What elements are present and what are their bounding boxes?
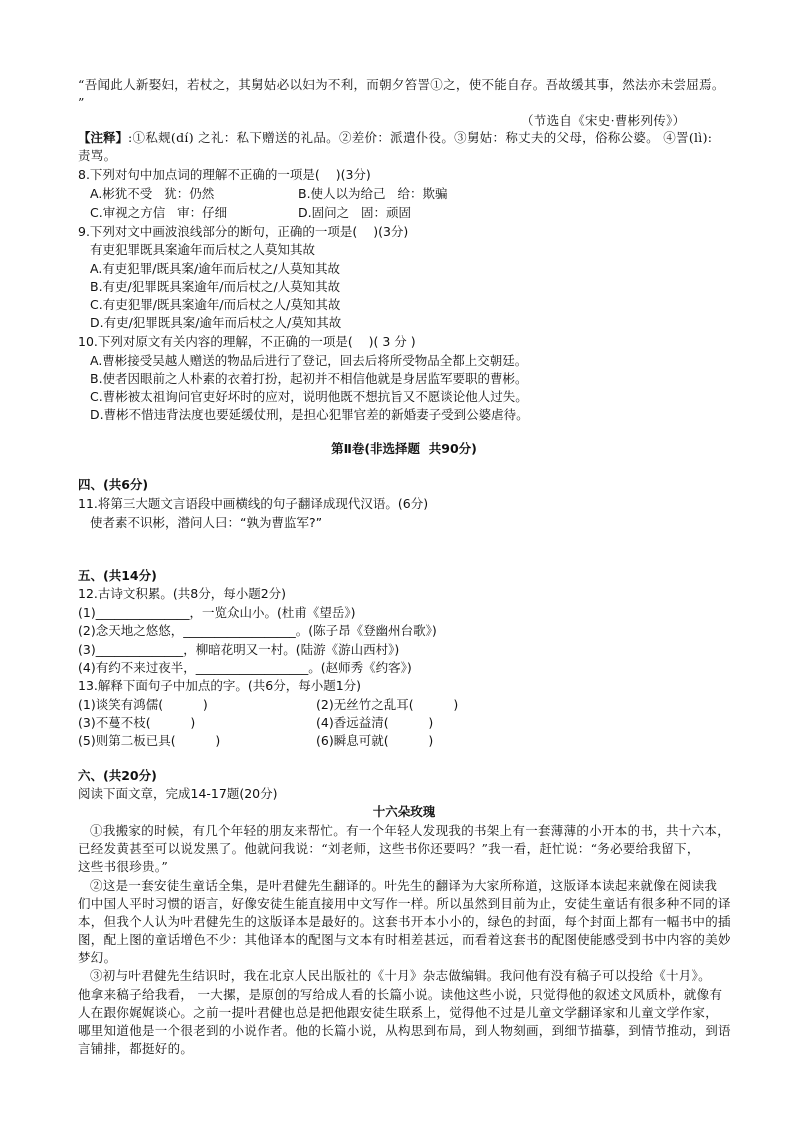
option-c: C.曹彬被太祖询问官吏好坏时的应对，说明他既不想抗旨又不愿谈论他人过失。 [90, 389, 528, 404]
article-line: 梦幻。 [78, 950, 117, 965]
explain-item: (4)香远益清( ) [316, 715, 434, 730]
option-a: A.曹彬接受吴越人赠送的物品后进行了登记，回去后将所受物品全都上交朝廷。 [90, 353, 528, 368]
question-stem: 11.将第三大题文言语段中画横线的句子翻译成现代汉语。(6分) [78, 496, 429, 511]
article-line: 这些书很珍贵。” [78, 859, 169, 874]
option-d: D.固问之 固：顽固 [298, 205, 412, 220]
option-b: B.使者因眼前之人朴素的衣着打扮，起初并不相信他就是身居监军要职的曹彬。 [90, 371, 528, 386]
explain-item: (5)则第二板已具( ) [78, 733, 221, 748]
question-stem: 9.下列对文中画波浪线部分的断句，正确的一项是( )(3分) [78, 224, 409, 239]
option-c: C.有吏犯罪/既具案逾年/而后杖之人/莫知其故 [90, 297, 341, 312]
option-a: A.有吏犯罪/既具案/逾年而后杖之/人莫知其故 [90, 261, 340, 276]
section-title: 五、(共14分) [78, 568, 157, 583]
explain-item: (3)不蔓不枝( ) [78, 715, 196, 730]
notes-text: :①私觌(dí) 之礼：私下赠送的礼品。②差价：派遣仆役。③舅姑：称丈夫的父母，俗称公婆。 ④詈(lì): [128, 130, 713, 145]
fill-blank-item: (4)有约不来过夜半，__________________。(赵师秀《约客》) [78, 660, 412, 675]
option-b: B.有吏/犯罪既具案逾年/而后杖之/人莫知其故 [90, 279, 341, 294]
explain-item: (1)谈笑有鸿儒( ) [78, 697, 208, 712]
article-line: 他拿来稿子给我看， 一大摞，是原创的写给成人看的长篇小说。读他这些小说，只觉得他的叙述文风质朴，就像有 [78, 987, 723, 1002]
question-stem: 10.下列对原文有关内容的理解，不正确的一项是( )( 3 分 ) [78, 334, 416, 349]
fill-blank-item: (2)念天地之悠悠，__________________。(陈子昂《登幽州台歌》) [78, 623, 437, 638]
volume-heading: 第Ⅱ卷(非选择题 共90分) [331, 441, 477, 456]
article-line: 图，配上图的童话增色不少：其他译本的配图与文本有时相差甚远，而看着这套书的配图使能感受到书中内容的美妙 [78, 932, 731, 947]
explain-item: (2)无丝竹之乱耳( ) [316, 697, 459, 712]
question-sentence: 使者素不识彬，潜问人曰：“孰为曹监军?” [90, 515, 323, 530]
section-title: 六、(共20分) [78, 768, 157, 783]
section-title: 四、(共6分) [78, 477, 149, 492]
article-line: ③初与叶君健先生结识时，我在北京人民出版社的《十月》杂志做编辑。我问他有没有稿子可以投给《十月》。 [90, 968, 711, 983]
explain-item: (6)瞬息可就( ) [316, 733, 434, 748]
option-b: B.使人以为给己 给：欺骗 [298, 186, 448, 201]
article-line: 们中国人平时习惯的语言，好像安徒生能直接用中文写作一样。所以虽然到目前为止，安徒生童话有很多种不同的译 [78, 896, 731, 911]
option-d: D.有吏/犯罪既具案/逾年而后杖之人/莫知其故 [90, 315, 342, 330]
article-title: 十六朵玫瑰 [372, 804, 436, 819]
article-line: 哪里知道他是一个很老到的小说作者。他的长篇小说，从构思到布局，到人物刻画，到细节描摹，到情节推动，到语 [78, 1023, 731, 1038]
article-line: ①我搬家的时候，有几个年轻的朋友来帮忙。有一个年轻人发现我的书架上有一套薄薄的小开本的书，共十六本， [90, 823, 731, 838]
question-stem: 8.下列对句中加点词的理解不正确的一项是( )(3分) [78, 167, 371, 182]
question-stem: 13.解释下面句子中加点的字。(共6分，每小题1分) [78, 678, 362, 693]
passage-line: ” [78, 95, 85, 110]
article-line: 人在跟你娓娓谈心。之前一提叶君健也总是把他跟安徒生联系上，觉得他不过是儿童文学翻译家和儿童文学作家， [78, 1005, 719, 1020]
instruction: 阅读下面文章，完成14-17题(20分) [78, 786, 278, 801]
article-line: ②这是一套安徒生童话全集，是叶君健先生翻译的。叶先生的翻译为大家所称道，这版译本读起来就像在阅读我 [90, 878, 718, 893]
notes-line: 责骂。 [78, 148, 117, 163]
fill-blank-item: (3)______________，柳暗花明又一村。(陆游《游山西村》) [78, 642, 400, 657]
option-d: D.曹彬不惜违背法度也要延缓仗刑，是担心犯罪官差的新婚妻子受到公婆虐待。 [90, 407, 529, 422]
notes-label: 【注释】 [78, 130, 129, 145]
passage-source: （节选自《宋史·曹彬列传》） [521, 113, 686, 128]
question-sentence: 有吏犯罪既具案逾年而后杖之人莫知其故 [90, 242, 316, 257]
article-line: 言铺排，都挺好的。 [78, 1041, 194, 1056]
question-stem: 12.古诗文积累。(共8分，每小题2分) [78, 586, 287, 601]
fill-blank-item: (1)_______________，一览众山小。(杜甫《望岳》) [78, 605, 356, 620]
option-a: A.彬犹不受 犹：仍然 [90, 186, 215, 201]
article-line: 已经发黄甚至可以说发黑了。他就问我说：“刘老师，这些书你还要吗？”我一看，赶忙说：“务必要给我留下， [78, 841, 700, 856]
notes-line [78, 129, 712, 146]
option-c: C.审视之方信 审：仔细 [90, 205, 228, 220]
article-line: 本，但我个人认为叶君健先生的这版译本是最好的。这套书开本小小的，绿色的封面，每个封面上都有一幅书中的插 [78, 914, 731, 929]
passage-line: “吾闻此人新娶妇，若杖之，其舅姑必以妇为不利，而朝夕笞詈①之，使不能自存。吾故缓其事，然法亦未尝屈焉。 [78, 77, 725, 92]
